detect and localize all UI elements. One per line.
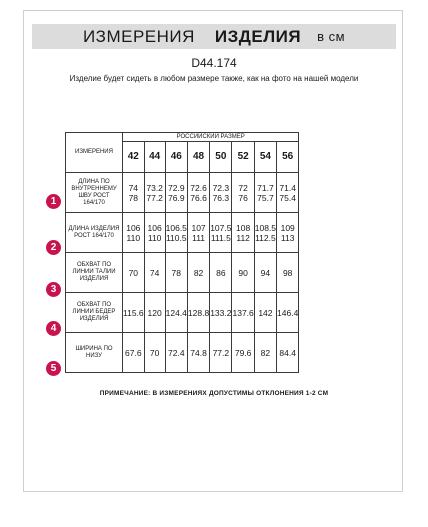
size-header: 42 [123,142,145,173]
measurement-row [66,293,299,333]
measurement-value: 86 [210,253,232,293]
size-group-header: РОССИЙСКИЙ РАЗМЕР [123,133,299,142]
row-number-badge: 3 [46,282,61,297]
measurement-row [66,253,299,293]
row-number-badge: 5 [46,361,61,376]
measurement-value: 107 111 [187,213,209,253]
measurement-value: 73.2 77.2 [144,173,165,213]
measurement-value: 137.6 [232,293,254,333]
row-number-badge: 4 [46,321,61,336]
measurement-value: 133.2 [210,293,232,333]
title-word-measurements: ИЗМЕРЕНИЯ [82,26,195,46]
measurement-value: 70 [144,333,165,373]
measurement-value: 98 [277,253,299,293]
size-table [65,132,299,373]
measurement-label: ДЛИНА ИЗДЕЛИЯ РОСТ 164/170 [66,213,123,253]
size-header: 56 [277,142,299,173]
measurement-row [66,333,299,373]
measurement-value: 90 [232,253,254,293]
measurement-value: 71.4 75.4 [277,173,299,213]
measurement-value: 142 [254,293,276,333]
measurement-value: 74.8 [187,333,209,373]
article-number: D44.174 [191,56,237,70]
measurement-value: 108 112 [232,213,254,253]
measurement-value: 107.5 111.5 [210,213,232,253]
measurement-value: 106 110 [144,213,165,253]
measurement-label: ШИРИНА ПО НИЗУ [66,333,123,373]
measurement-value: 67.6 [123,333,145,373]
measurement-row [66,213,299,253]
measurement-value: 77.2 [210,333,232,373]
row-number-badge: 1 [46,194,61,209]
measurement-value: 108.5 112.5 [254,213,276,253]
measurement-value: 79.6 [232,333,254,373]
size-header: 54 [254,142,276,173]
size-header: 46 [165,142,187,173]
measurement-label: ДЛИНА ПО ВНУТРЕННЕМУ ШВУ РОСТ 164/170 [66,173,123,213]
measurement-value: 146.4 [277,293,299,333]
measurement-value: 120 [144,293,165,333]
measurement-value: 78 [165,253,187,293]
measurement-value: 94 [254,253,276,293]
measurement-value: 106 110 [123,213,145,253]
measurement-value: 72.9 76.9 [165,173,187,213]
measurement-value: 70 [123,253,145,293]
measurement-value: 72.3 76.3 [210,173,232,213]
measurement-value: 72.6 76.6 [187,173,209,213]
measurement-label: ОБХВАТ ПО ЛИНИИ БЕДЕР ИЗДЕЛИЯ [66,293,123,333]
measurement-value: 115.6 [123,293,145,333]
size-header: 44 [144,142,165,173]
measurement-value: 128.8 [187,293,209,333]
size-header: 48 [187,142,209,173]
measurement-value: 82 [254,333,276,373]
measurement-value: 84.4 [277,333,299,373]
tolerance-note: ПРИМЕЧАНИЕ: В ИЗМЕРЕНИЯХ ДОПУСТИМЫ ОТКЛОНЕНИЯ 1-2 СМ [99,390,329,397]
measurement-value: 124.4 [165,293,187,333]
measurement-value: 74 78 [123,173,145,213]
measurement-label: ОБХВАТ ПО ЛИНИИ ТАЛИИ ИЗДЕЛИЯ [66,253,123,293]
measurement-value: 71.7 75.7 [254,173,276,213]
fit-description: Изделие будет сидеть в любом размере также, как на фото на нашей модели [69,74,359,83]
measurement-value: 82 [187,253,209,293]
row-number-badge: 2 [46,240,61,255]
size-header: 52 [232,142,254,173]
measurement-value: 72.4 [165,333,187,373]
title-banner [32,24,396,49]
measurement-value: 106.5 110.5 [165,213,187,253]
measurement-value: 74 [144,253,165,293]
measurement-value: 72 76 [232,173,254,213]
measurement-row [66,173,299,213]
title-word-garment: ИЗДЕЛИЯ [214,26,302,46]
measurement-value: 109 113 [277,213,299,253]
title-unit: в см [317,29,346,44]
corner-label: ИЗМЕРЕНИЯ [66,133,123,173]
size-header: 50 [210,142,232,173]
